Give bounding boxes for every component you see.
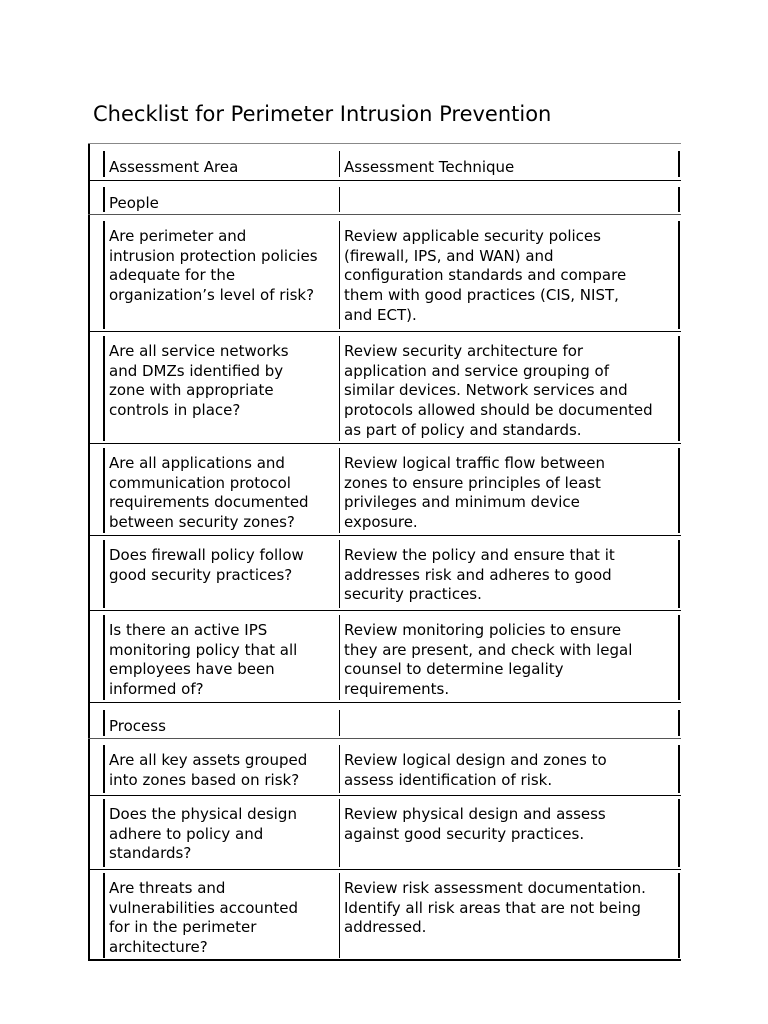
cell-text-line: zones to ensure principles of least	[344, 473, 601, 492]
cell-text-line: Is there an active IPS	[109, 621, 268, 639]
cell-text-line: Review monitoring policies to ensure	[344, 621, 622, 639]
cell-text-line: Review applicable security polices	[344, 227, 601, 245]
cell-text-line: Review logical traffic flow between	[344, 454, 605, 472]
table-rule	[88, 535, 681, 536]
cell-text-line: Does firewall policy follow	[109, 546, 304, 564]
cell-text-line: controls in place?	[109, 401, 241, 420]
cell-text-line: between security zones?	[109, 513, 295, 532]
table-rule	[88, 180, 681, 181]
cell-text-line: protocols allowed should be documented	[344, 401, 653, 420]
table-rule	[88, 331, 681, 332]
cell-text-line: similar devices. Network services and	[344, 381, 628, 400]
cell-text-line: addressed.	[344, 918, 427, 937]
cell-text-line: zone with appropriate	[109, 381, 274, 400]
cell-text-line: Identify all risk areas that are not being	[344, 898, 641, 917]
table-row	[103, 873, 680, 958]
cell-text-line: addresses risk and adheres to good	[344, 565, 612, 584]
table-rule	[88, 959, 681, 961]
cell-text-line: architecture?	[109, 938, 208, 957]
cell-text-line: Does the physical design	[109, 805, 297, 823]
table-rule	[88, 443, 681, 444]
cell-text-line: adhere to policy and	[109, 824, 264, 843]
section-header-row	[103, 710, 680, 736]
assessment-area-cell	[105, 221, 340, 329]
cell-text-line: they are present, and check with legal	[344, 640, 633, 659]
assessment-area-cell	[105, 187, 340, 212]
cell-text-line: organization’s level of risk?	[109, 286, 315, 305]
assessment-technique-cell	[340, 448, 678, 533]
cell-text-line: (firewall, IPS, and WAN) and	[344, 246, 554, 265]
cell-text-line: Review security architecture for	[344, 342, 584, 360]
cell-text-line: monitoring policy that all	[109, 640, 298, 659]
cell-text-line: communication protocol	[109, 473, 291, 492]
table-row	[103, 221, 680, 329]
column-header-label: Assessment Area	[109, 158, 239, 176]
table-row	[103, 540, 680, 608]
assessment-technique-cell	[340, 873, 678, 958]
cell-text-line: them with good practices (CIS, NIST,	[344, 286, 619, 305]
cell-text-line: exposure.	[344, 513, 418, 532]
cell-text-line: adequate for the	[109, 266, 236, 285]
assessment-technique-cell	[340, 187, 678, 212]
column-header-label: Assessment Technique	[344, 158, 515, 176]
table-rule	[88, 795, 681, 796]
cell-text-line: and ECT).	[344, 305, 417, 324]
table-rule	[88, 738, 681, 739]
cell-text-line: Review logical design and zones to	[344, 751, 607, 769]
table-row	[103, 799, 680, 867]
cell-text-line: Are all service networks	[109, 342, 289, 360]
cell-text-line: requirements documented	[109, 493, 309, 512]
cell-text-line: good security practices?	[109, 565, 293, 584]
cell-text-line: Are all applications and	[109, 454, 285, 472]
cell-text-line: privileges and minimum device	[344, 493, 580, 512]
document-title: Checklist for Perimeter Intrusion Prevention	[93, 102, 552, 126]
table-row	[103, 745, 680, 793]
assessment-technique-cell	[340, 151, 678, 177]
assessment-area-cell	[105, 799, 340, 867]
assessment-technique-cell	[340, 745, 678, 793]
cell-text-line: intrusion protection policies	[109, 246, 318, 265]
cell-text-line: and DMZs identified by	[109, 361, 284, 380]
table-row	[103, 336, 680, 441]
cell-text-line: Are all key assets grouped	[109, 751, 308, 769]
assessment-area-cell	[105, 336, 340, 441]
cell-text-line: against good security practices.	[344, 824, 585, 843]
cell-text-line: Process	[109, 717, 166, 735]
cell-text-line: into zones based on risk?	[109, 770, 300, 789]
cell-text-line: counsel to determine legality	[344, 660, 564, 679]
cell-text-line: assess identification of risk.	[344, 770, 553, 789]
cell-text-line: Are perimeter and	[109, 227, 247, 245]
cell-text-line: vulnerabilities accounted	[109, 898, 299, 917]
cell-text-line: Review the policy and ensure that it	[344, 546, 615, 564]
assessment-area-cell	[105, 745, 340, 793]
cell-text-line: as part of policy and standards.	[344, 420, 582, 439]
table-rule	[88, 143, 681, 144]
cell-text-line: People	[109, 194, 159, 212]
cell-text-line: standards?	[109, 844, 192, 863]
assessment-technique-cell	[340, 615, 678, 700]
table-row	[103, 615, 680, 700]
assessment-area-cell	[105, 710, 340, 736]
assessment-area-cell	[105, 540, 340, 608]
cell-text-line: employees have been	[109, 660, 275, 679]
cell-text-line: Review physical design and assess	[344, 805, 606, 823]
cell-text-line: security practices.	[344, 585, 482, 604]
table-row	[103, 448, 680, 533]
table-header-row	[103, 151, 680, 177]
assessment-area-cell	[105, 448, 340, 533]
cell-text-line: Are threats and	[109, 879, 226, 897]
table-rule	[88, 214, 681, 215]
section-header-row	[103, 187, 680, 212]
assessment-area-cell	[105, 615, 340, 700]
assessment-area-cell	[105, 873, 340, 958]
table-rule	[88, 869, 681, 870]
table-rule	[88, 702, 681, 703]
cell-text-line: Review risk assessment documentation.	[344, 879, 646, 897]
assessment-technique-cell	[340, 540, 678, 608]
table-rule	[88, 610, 681, 611]
cell-text-line: configuration standards and compare	[344, 266, 627, 285]
cell-text-line: requirements.	[344, 680, 450, 699]
checklist-table	[88, 143, 681, 961]
table-left-border	[88, 143, 90, 961]
assessment-technique-cell	[340, 799, 678, 867]
cell-text-line: application and service grouping of	[344, 361, 609, 380]
assessment-technique-cell	[340, 336, 678, 441]
assessment-area-cell	[105, 151, 340, 177]
assessment-technique-cell	[340, 710, 678, 736]
assessment-technique-cell	[340, 221, 678, 329]
cell-text-line: for in the perimeter	[109, 918, 257, 937]
cell-text-line: informed of?	[109, 680, 204, 699]
